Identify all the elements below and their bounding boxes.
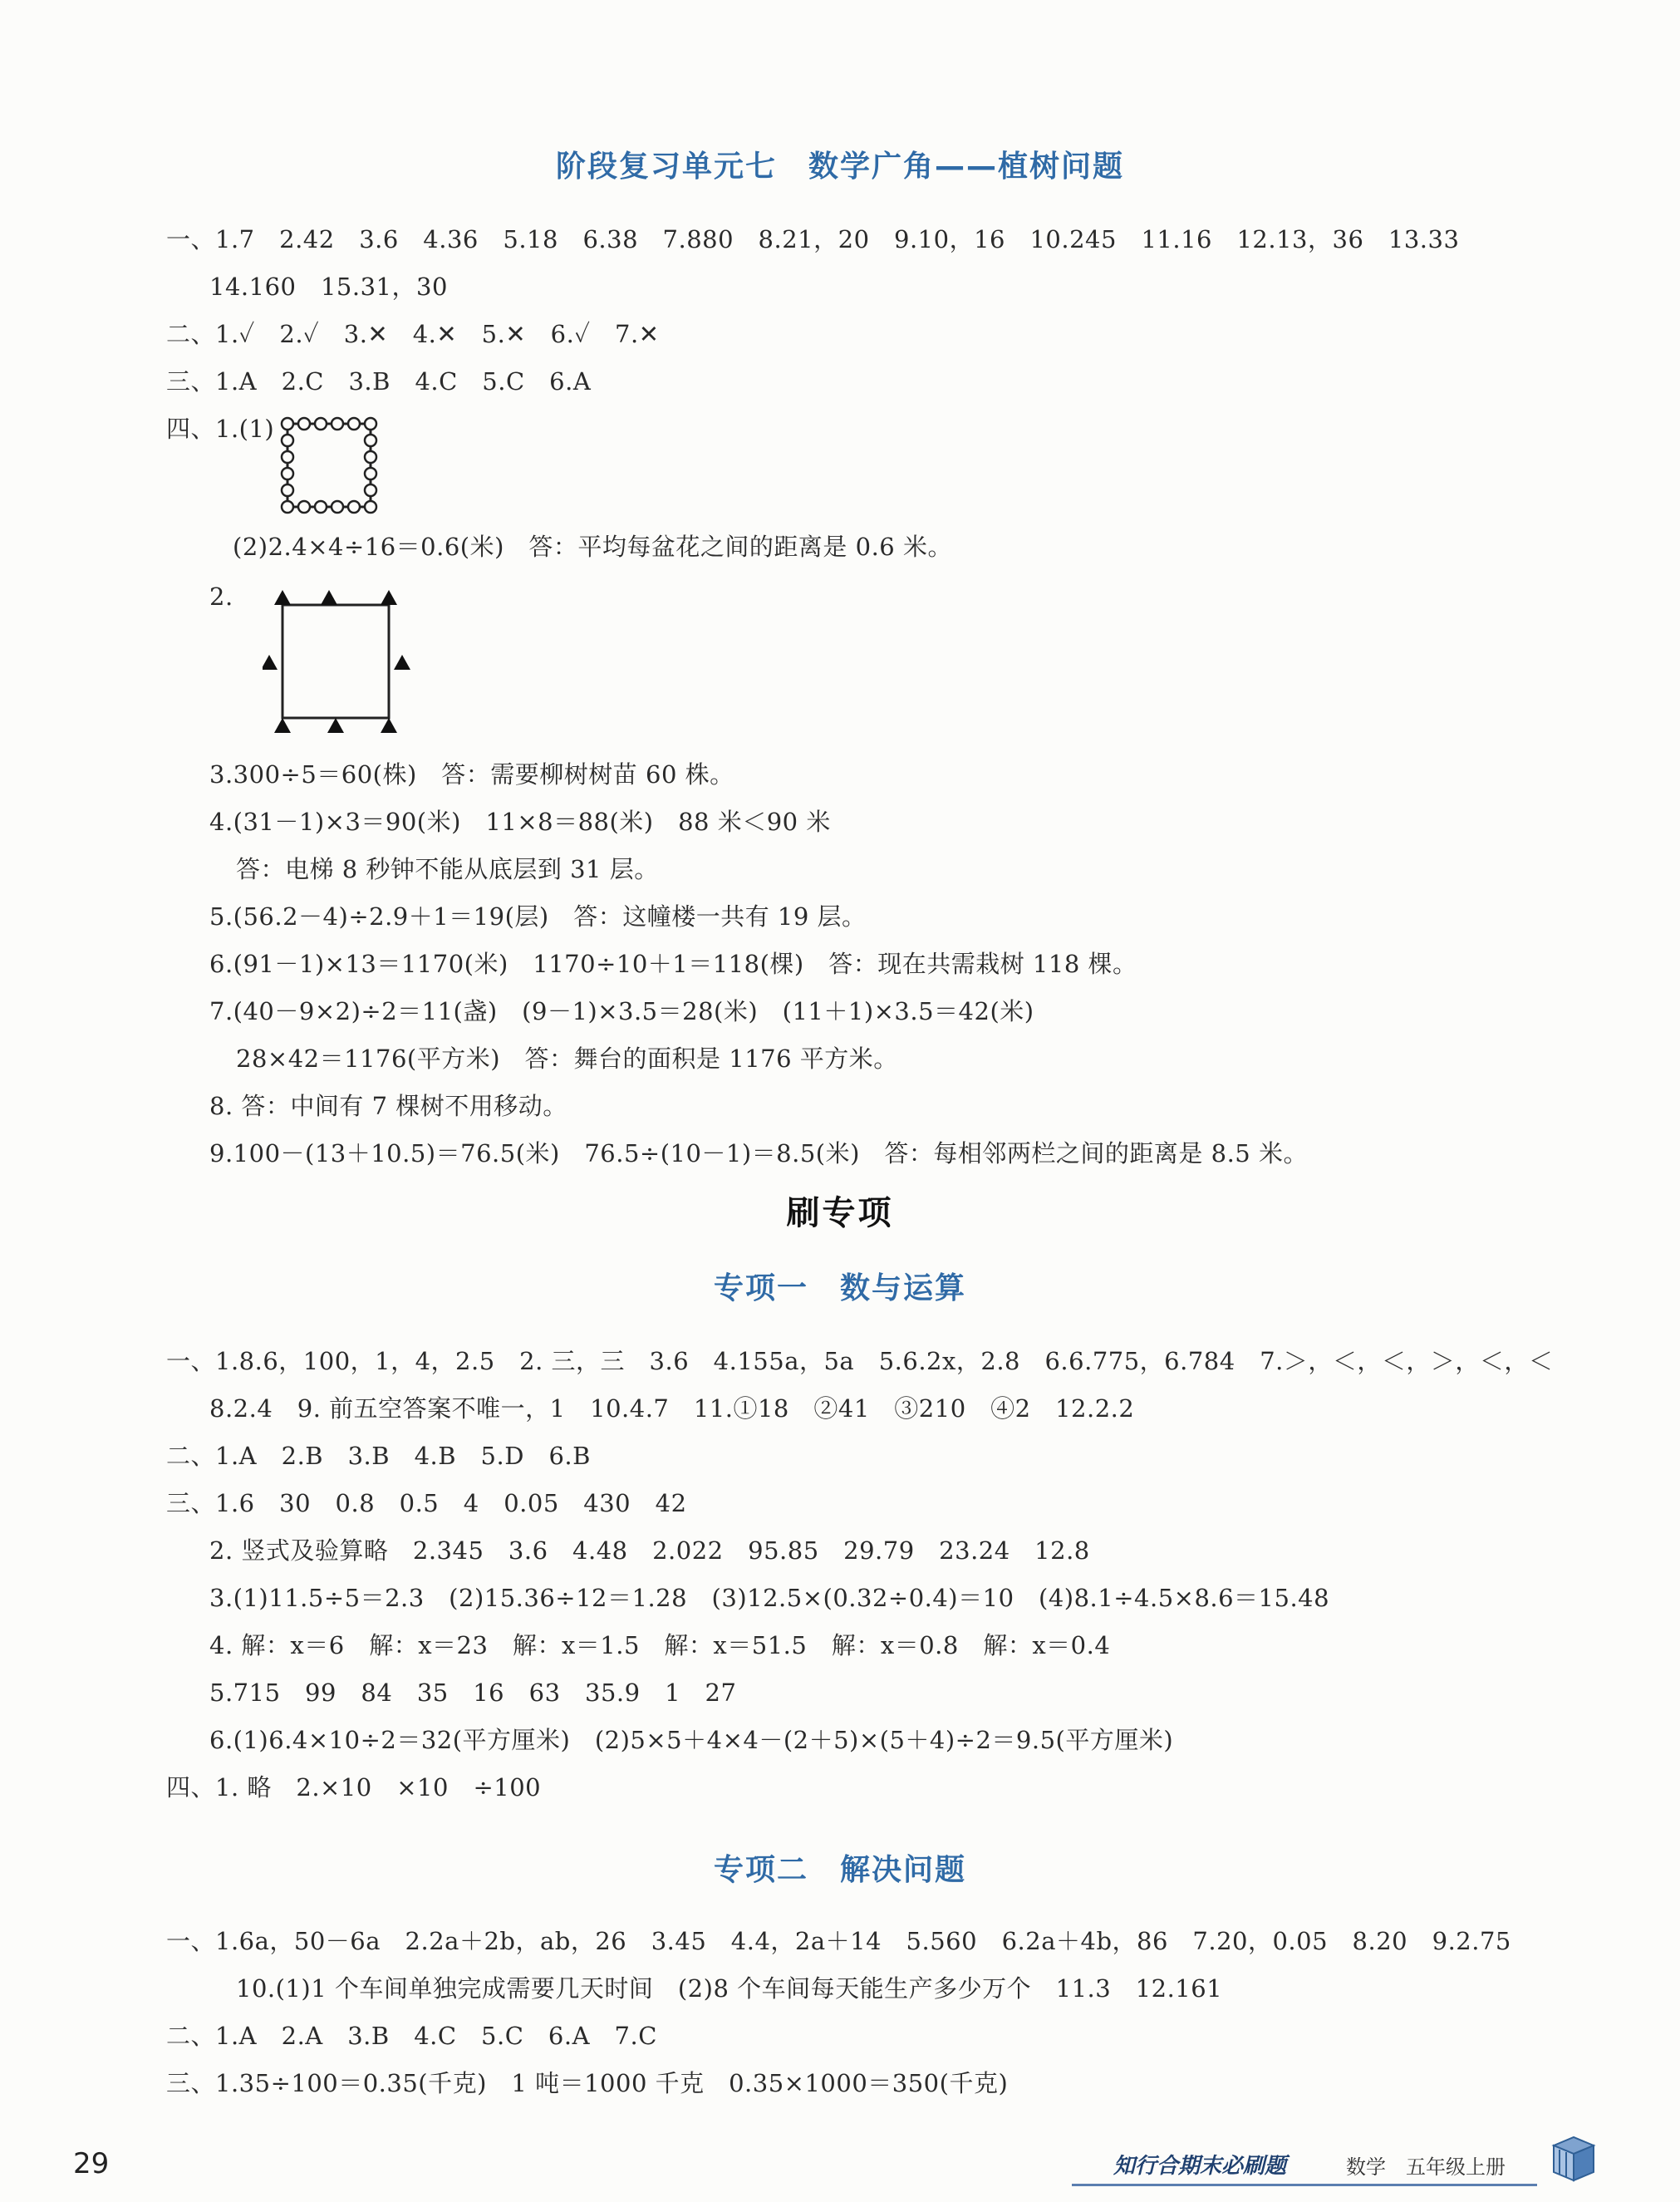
answer-line: 2. [209,582,233,611]
answer-line: 6.(91－1)×13＝1170(米) 1170÷10＋1＝118(棵) 答：现在共需栽树 118 棵。 [209,950,1137,978]
answer-line: 4.(31－1)×3＝90(米) 11×8＝88(米) 88 米＜90 米 [209,808,831,836]
section-title-topic2: 专项二 解决问题 [713,1853,966,1887]
answer-line: 一、1.8.6，100，1，4，2.5 2. 三，三 3.6 4.155a，5a 5.6.2x，2.8 6.6.775，6.784 7.＞，＜，＜，＞，＜，＜ [166,1347,1554,1375]
answer-line: 5.715 99 84 35 16 63 35.9 1 27 [209,1679,737,1707]
answer-line: 7.(40－9×2)÷2＝11(盏) (9－1)×3.5＝28(米) (11＋1)×3.5＝42(米) [209,997,1034,1025]
answer-line: 9.100－(13＋10.5)＝76.5(米) 76.5÷(10－1)＝8.5(米) 答：每相邻两栏之间的距离是 8.5 米。 [209,1139,1308,1167]
answer-line: 二、1.✓ 2.✓ 3.✕ 4.✕ 5.✕ 6.✓ 7.✕ [166,320,660,348]
answer-line: 5.(56.2－4)÷2.9＋1＝19(层) 答：这幢楼一共有 19 层。 [209,902,867,931]
answer-line: 一、1.7 2.42 3.6 4.36 5.18 6.38 7.880 8.21，20 9.10，16 10.245 11.16 12.13，36 13.33 [166,225,1460,253]
subject-grade: 数学 五年级上册 [1346,2155,1506,2179]
square-outline [282,605,389,718]
brand-logo-text: 知行合期末必刷题 [1113,2154,1287,2179]
answer-line: 8.2.4 9. 前五空答案不唯一，1 10.4.7 11.①18 ②41 ③210 ④2 12.2.2 [209,1394,1135,1423]
answer-line: 四、1.(1) [166,415,275,443]
footer-divider [1072,2184,1537,2186]
book-stack-icon [1549,2132,1599,2184]
answer-line: 三、1.6 30 0.8 0.5 4 0.05 430 42 [166,1489,687,1517]
answer-line: 二、1.A 2.B 3.B 4.B 5.D 6.B [166,1442,591,1470]
answer-line: 14.160 15.31，30 [209,273,448,301]
answer-line: 二、1.A 2.A 3.B 4.C 5.C 6.A 7.C [166,2022,657,2050]
answer-line: 8. 答：中间有 7 棵树不用移动。 [209,1092,567,1120]
answer-line: (2)2.4×4÷16＝0.6(米) 答：平均每盆花之间的距离是 0.6 米。 [233,533,952,561]
section-title-topic1: 专项一 数与运算 [713,1271,966,1305]
answer-line: 10.(1)1 个车间单独完成需要几天时间 (2)8 个车间每天能生产多少万个 11.3 12.161 [236,1974,1223,2003]
answer-line: 3.300÷5＝60(株) 答：需要柳树树苗 60 株。 [209,760,734,789]
square-outline [287,424,371,507]
section-title-unit7: 阶段复习单元七 数学广角——植树问题 [555,150,1124,184]
flower-pot-circles [282,418,376,513]
answer-line: 三、1.35÷100＝0.35(千克) 1 吨＝1000 千克 0.35×1000＝350(千克) [166,2069,1009,2097]
answer-line: 28×42＝1176(平方米) 答：舞台的面积是 1176 平方米。 [236,1044,898,1073]
page-number: 29 [73,2147,110,2180]
answer-line: 3.(1)11.5÷5＝2.3 (2)15.36÷12＝1.28 (3)12.5×(0.32÷0.4)＝10 (4)8.1÷4.5×8.6＝15.48 [209,1584,1330,1612]
answer-line: 四、1. 略 2.×10 ×10 ÷100 [166,1773,542,1801]
section-title-special: 刷专项 [786,1194,894,1232]
answer-line: 三、1.A 2.C 3.B 4.C 5.C 6.A [166,367,592,396]
flower-pot-square-figure [279,415,379,515]
answer-line: 一、1.6a，50－6a 2.2a＋2b，ab，26 3.45 4.4，2a＋14 5.560 6.2a＋4b，86 7.20，0.05 8.20 9.2.75 [166,1927,1511,1955]
answer-line: 2. 竖式及验算略 2.345 3.6 4.48 2.022 95.85 29.79 23.24 12.8 [209,1536,1090,1565]
answer-line: 答：电梯 8 秒钟不能从底层到 31 层。 [236,855,659,883]
answer-line: 6.(1)6.4×10÷2＝32(平方厘米) (2)5×5＋4×4－(2＋5)×(5＋4)÷2＝9.5(平方厘米) [209,1726,1174,1754]
answer-line: 4. 解：x＝6 解：x＝23 解：x＝1.5 解：x＝51.5 解：x＝0.8 解：x＝0.4 [209,1631,1111,1659]
tree-square-figure [263,587,412,736]
